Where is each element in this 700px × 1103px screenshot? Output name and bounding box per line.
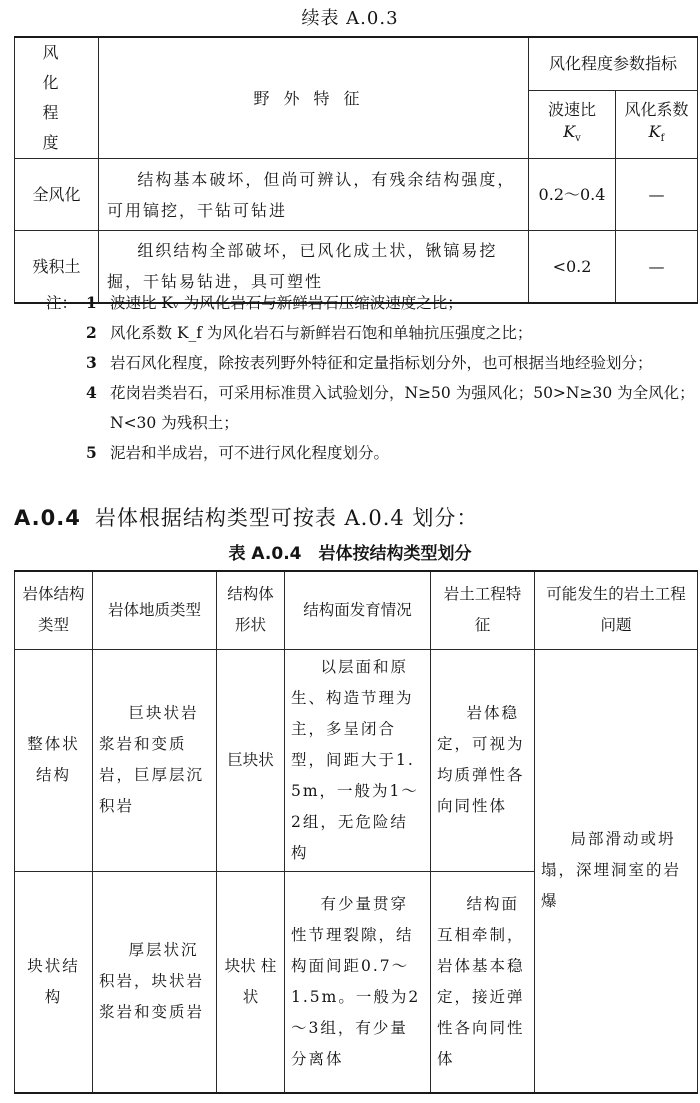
note-item: 5 泥岩和半成岩，可不进行风化程度划分。 <box>86 443 390 462</box>
note-item: 4 花岗岩类岩石，可采用标准贯入试验划分，N≥50 为强风化；50>N≥30 为全风化；N<30 为残积土； <box>86 383 695 432</box>
table-row <box>15 159 698 231</box>
geology-cell: 厚层状沉积岩，块状岩浆岩和变质岩 <box>93 871 217 1093</box>
kv-cell: <0.2 <box>529 231 616 303</box>
structure-cell: 以层面和原生、构造节理为主，多呈闭合型，间距大于1.5m，一般为1～2组，无危险结构 <box>285 649 431 871</box>
degree-cell: 全风化 <box>15 159 99 231</box>
table-row <box>15 649 698 871</box>
geology-cell: 巨块状岩浆岩和变质岩，巨厚层沉积岩 <box>93 649 217 871</box>
feature-cell: 结构基本破坏，但尚可辨认，有残余结构强度，可用镐挖，干钻可钻进 <box>99 159 529 231</box>
note-item: 2 风化系数 K_f 为风化岩石与新鲜岩石饱和单轴抗压强度之比； <box>86 323 533 342</box>
section-heading: A.0.4 岩体根据结构类型可按表 A.0.4 划分： <box>14 506 479 530</box>
header-discontinuity: 结构面发育情况 <box>285 571 431 649</box>
header-weathering-coefficient: 风化系数 $K_f$ <box>616 90 698 158</box>
feature-cell: 组织结构全部破坏，已风化成土状，锹镐易挖掘，干钻易钻进，具可塑性 <box>99 231 529 303</box>
engineering-cell: 岩体稳定，可视为均质弹性各向同性体 <box>431 649 535 871</box>
structure-type-cell: 块状结构 <box>15 871 93 1093</box>
structure-type-cell: 整体状结构 <box>15 649 93 871</box>
kf-cell: — <box>616 159 698 231</box>
problems-cell: 局部滑动或坍塌，深埋洞室的岩爆 <box>535 649 698 1093</box>
structure-cell: 有少量贯穿性节理裂隙，结构面间距0.7～1.5m。一般为2～3组，有少量分离体 <box>285 871 431 1093</box>
header-field-features: 野外特征 <box>99 37 529 159</box>
header-parameter-group: 风化程度参数指标 <box>529 37 698 90</box>
header-block-shape: 结构体形状 <box>217 571 285 649</box>
header-possible-problems: 可能发生的岩土工程问题 <box>535 571 698 649</box>
header-engineering-features: 岩土工程特征 <box>431 571 535 649</box>
header-geology-type: 岩体地质类型 <box>93 571 217 649</box>
header-wave-velocity-ratio: 波速比 $K_v$ <box>529 90 616 158</box>
table-title: 表 A.0.4 岩体按结构类型划分 <box>228 544 472 564</box>
notes-label: 注： <box>46 294 78 312</box>
rock-structure-table <box>14 570 698 1094</box>
kf-cell: — <box>616 231 698 303</box>
header-weathering-degree: 风 化 程 度 <box>15 37 99 159</box>
weathering-table <box>14 36 698 304</box>
kv-cell: 0.2～0.4 <box>529 159 616 231</box>
shape-cell: 巨块状 <box>217 649 285 871</box>
degree-cell: 残积土 <box>15 231 99 303</box>
header-structure-type: 岩体结构类型 <box>15 571 93 649</box>
engineering-cell: 结构面互相牵制，岩体基本稳定，接近弹性各向同性体 <box>431 871 535 1093</box>
shape-cell: 块状 柱状 <box>217 871 285 1093</box>
note-item: 3 岩石风化程度，除按表列野外特征和定量指标划分外，也可根据当地经验划分； <box>86 353 653 372</box>
note-item: 注： 1 波速比 Kᵥ 为风化岩石与新鲜岩石压缩波速度之比； <box>46 288 696 318</box>
table-notes <box>46 288 696 468</box>
continued-table-title: 续表 A.0.3 <box>301 8 399 29</box>
